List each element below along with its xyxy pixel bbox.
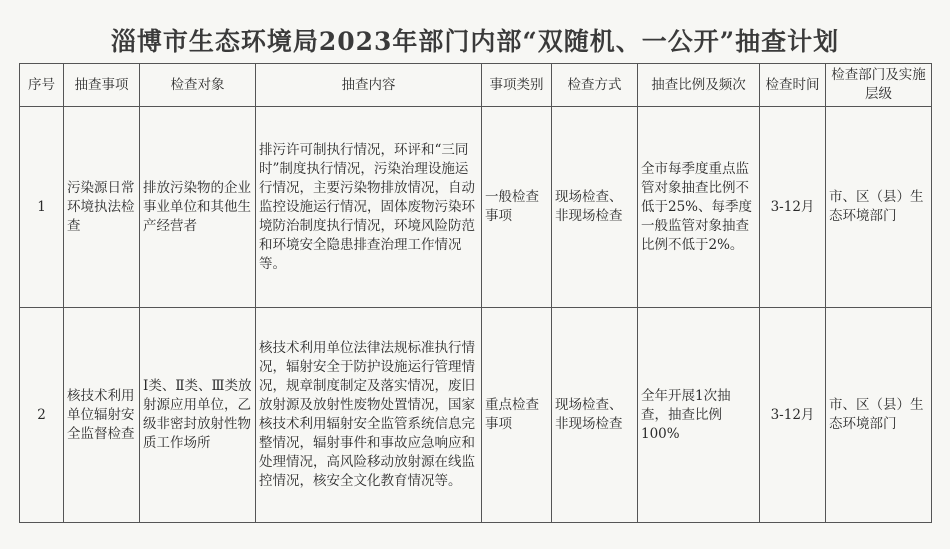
- cell-time: 3-12月: [760, 107, 826, 308]
- header-ratio: 抽查比例及频次: [638, 64, 760, 107]
- header-category: 事项类别: [482, 64, 552, 107]
- header-method: 检查方式: [552, 64, 638, 107]
- cell-content: 核技术利用单位法律法规标准执行情况，辐射安全于防护设施运行管理情况，规章制度制定及落实情况，废旧放射源及放射性废物处置情况，国家核技术利用辐射安全监管系统信息完整情况，辐射事件和事故应急响应和处理情况，高风险移动放射源在线监控情况，核安全文化教育情况等。: [256, 308, 482, 523]
- cell-target: Ⅰ类、Ⅱ类、Ⅲ类放射源应用单位，乙级非密封放射性物质工作场所: [140, 308, 256, 523]
- cell-time: 3-12月: [760, 308, 826, 523]
- cell-ratio: 全市每季度重点监管对象抽查比例不低于25%、每季度一般监管对象抽查比例不低于2%。: [638, 107, 760, 308]
- header-dept: 检查部门及实施层级: [826, 64, 932, 107]
- header-target: 检查对象: [140, 64, 256, 107]
- cell-dept: 市、区（县）生态环境部门: [826, 107, 932, 308]
- cell-category: 一般检查事项: [482, 107, 552, 308]
- cell-content: 排污许可制执行情况，环评和“三同时”制度执行情况，污染治理设施运行情况，主要污染物排放情况，自动监控设施运行情况，固体废物污染环境防治制度执行情况，环境风险防范和环境安全隐患排查治理工作情况等。: [256, 107, 482, 308]
- cell-target: 排放污染物的企业事业单位和其他生产经营者: [140, 107, 256, 308]
- header-item: 抽查事项: [64, 64, 140, 107]
- cell-item: 污染源日常环境执法检查: [64, 107, 140, 308]
- table-row: [20, 107, 932, 308]
- document-title: 淄博市生态环境局2023年部门内部“双随机、一公开”抽查计划: [110, 27, 840, 56]
- header-seq: 序号: [20, 64, 64, 107]
- table-header-row: [20, 64, 932, 107]
- cell-seq: 1: [20, 107, 64, 308]
- header-time: 检查时间: [760, 64, 826, 107]
- table-row: [20, 308, 932, 523]
- cell-method: 现场检查、非现场检查: [552, 308, 638, 523]
- cell-seq: 2: [20, 308, 64, 523]
- cell-category: 重点检查事项: [482, 308, 552, 523]
- cell-item: 核技术利用单位辐射安全监督检查: [64, 308, 140, 523]
- inspection-plan-table: [19, 63, 932, 523]
- cell-method: 现场检查、非现场检查: [552, 107, 638, 308]
- cell-dept: 市、区（县）生态环境部门: [826, 308, 932, 523]
- cell-ratio: 全年开展1次抽查，抽查比例100%: [638, 308, 760, 523]
- header-content: 抽查内容: [256, 64, 482, 107]
